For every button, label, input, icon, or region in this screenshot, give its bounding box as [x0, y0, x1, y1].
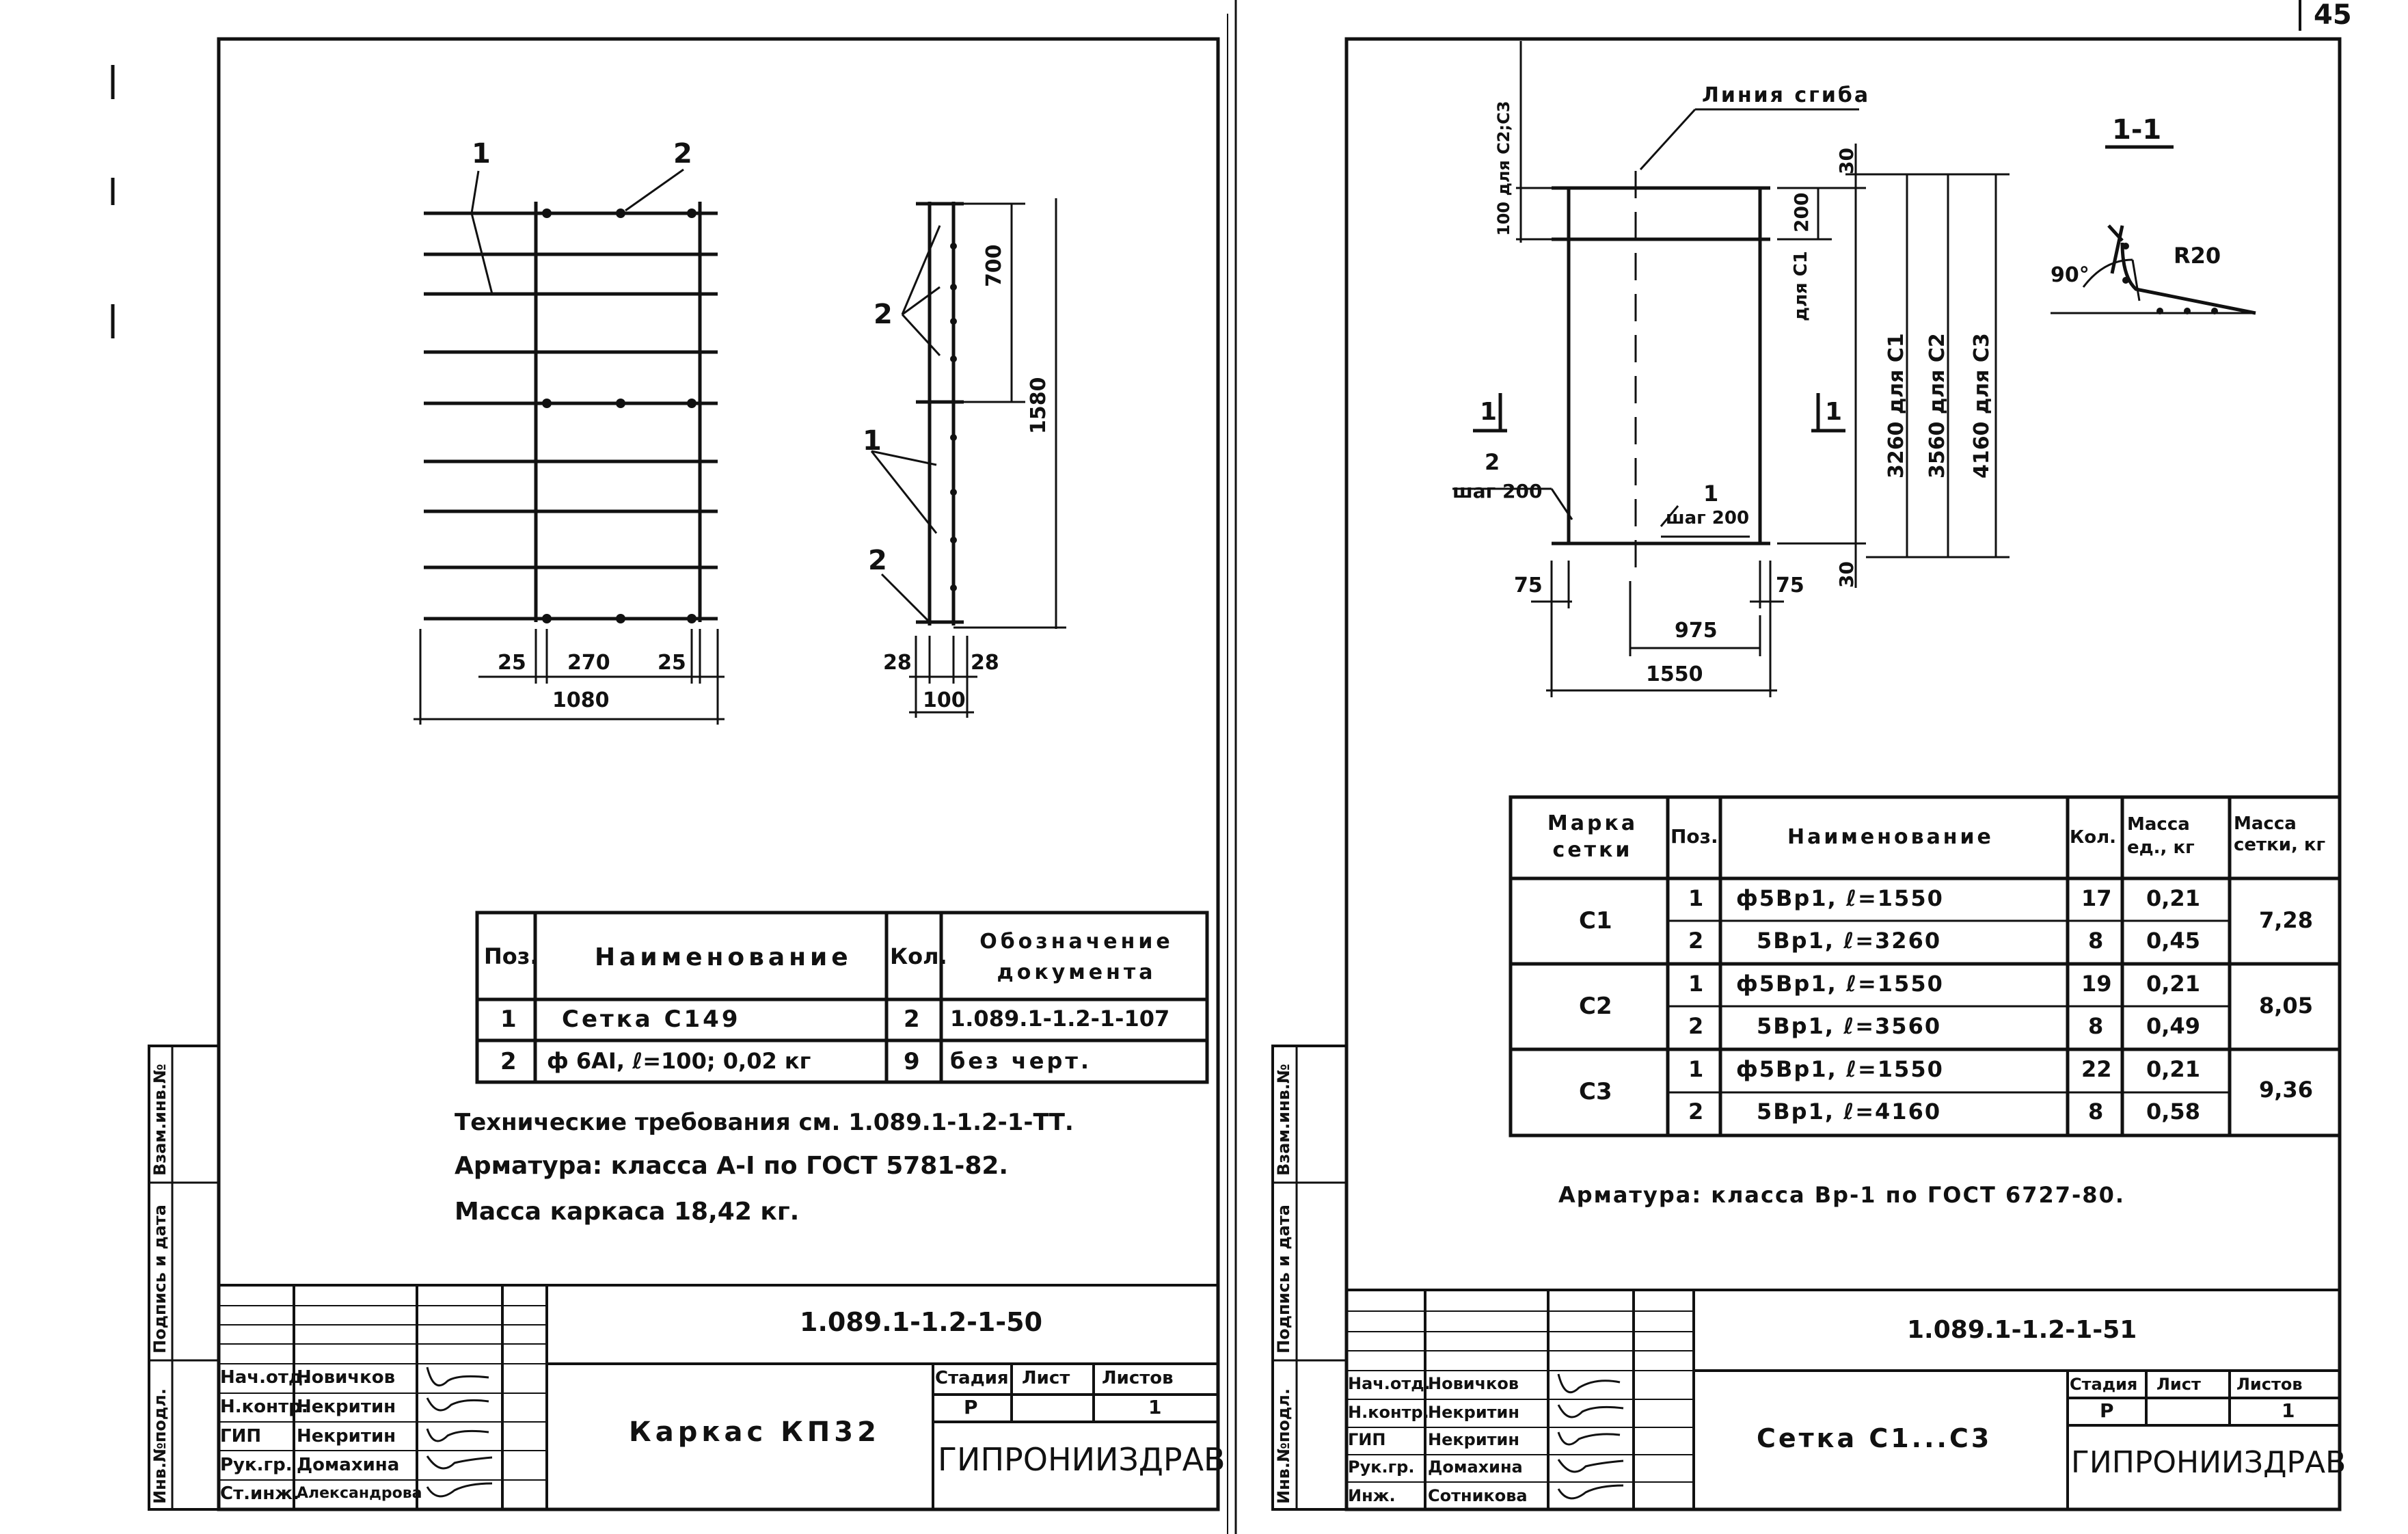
table-cell: 22 [2081, 1056, 2112, 1082]
table-cell: 8 [2088, 1013, 2104, 1039]
table-cell: 0,45 [2146, 928, 2200, 954]
table-cell: 17 [2081, 885, 2112, 911]
mass-cell: 8,05 [2259, 993, 2313, 1019]
right-note: Арматура: класса Вр-1 по ГОСТ 6727-80. [1558, 1182, 2125, 1208]
signer-name: Некритин [297, 1397, 396, 1417]
table-cell: 5Вр1, ℓ=4160 [1757, 1099, 1942, 1125]
sheets-label: Листов [1102, 1368, 1174, 1388]
sheets-value: 1 [1148, 1396, 1162, 1418]
dim-label: 700 [982, 244, 1006, 287]
mass-cell: 9,36 [2259, 1077, 2313, 1103]
role: Н.контр. [220, 1397, 308, 1417]
leader-label: 1 [863, 425, 882, 457]
table-cell: 1 [500, 1006, 517, 1033]
drawing-title: Каркас КП32 [629, 1416, 880, 1448]
table-header: Масса ед., кг [2127, 814, 2195, 858]
dim-label: 30 [1835, 148, 1858, 174]
role: Рук.гр. [1348, 1457, 1415, 1477]
dim-label: 1580 [1027, 377, 1051, 434]
signer-name: Новичков [1428, 1374, 1519, 1393]
stamp-label: Инв.№подл. [150, 1388, 170, 1504]
table-header: Поз. [484, 943, 539, 969]
radius-label: R20 [2174, 243, 2221, 269]
stage-value: Р [2100, 1399, 2114, 1422]
role: Н.контр. [1348, 1403, 1429, 1422]
dim-label: 100 [923, 688, 966, 712]
sheets-value: 1 [2282, 1399, 2295, 1422]
sheets-label: Листов [2236, 1375, 2303, 1394]
table-cell: без черт. [950, 1048, 1092, 1074]
table-cell: ф 6AI, ℓ=100; 0,02 кг [547, 1048, 811, 1074]
sheet-label: Лист [1022, 1368, 1070, 1388]
signer-name: Некритин [1428, 1403, 1519, 1422]
table-header: Наименование [1787, 825, 1994, 849]
dim-label: 1080 [552, 688, 610, 712]
table-header: Кол. [890, 943, 947, 969]
table-header: Поз. [1670, 825, 1718, 848]
signer-name: Новичков [297, 1367, 396, 1388]
table-cell: 0,49 [2146, 1013, 2200, 1039]
table-cell: 8 [2088, 1099, 2104, 1125]
role: ГИП [1348, 1430, 1386, 1449]
leader-label: 2 [673, 138, 692, 170]
table-cell: 1 [1688, 971, 1704, 997]
table-cell: 1 [1688, 885, 1704, 911]
height-label: 3560 для С2 [1925, 333, 1949, 479]
role: Инж. [1348, 1486, 1396, 1505]
table-cell: 5Вр1, ℓ=3560 [1757, 1013, 1942, 1039]
stamp-label: Инв.№подл. [1274, 1388, 1293, 1504]
dim-label: 75 [1776, 574, 1804, 597]
stage-label: Стадия [935, 1368, 1009, 1388]
section-mark: 1 [1825, 398, 1843, 426]
table-header: Наименование [595, 943, 852, 971]
role: Ст.инж. [220, 1483, 299, 1504]
dim-label: 75 [1514, 574, 1543, 597]
table-header: Кол. [2070, 827, 2117, 848]
dim-label: 100 для С2;С3 [1494, 100, 1513, 236]
table-cell: 2 [904, 1006, 920, 1033]
table-cell: 0,21 [2146, 1056, 2200, 1082]
document-code: 1.089.1-1.2-1-51 [1907, 1316, 2137, 1344]
note: Технические требования см. 1.089.1-1.2-1-ТТ. [455, 1109, 1074, 1136]
table-header: Марка сетки [1547, 811, 1638, 862]
drawing-title: Сетка С1...С3 [1757, 1423, 1992, 1453]
dim-label: 28 [971, 651, 999, 675]
table-cell: 0,58 [2146, 1099, 2200, 1125]
mark-cell: С3 [1579, 1078, 1612, 1105]
role: ГИП [220, 1426, 262, 1446]
section-label: 1-1 [2112, 114, 2162, 146]
table-cell: 0,21 [2146, 885, 2200, 911]
page-number: 45 [2314, 0, 2352, 31]
height-label: 3260 для С1 [1884, 333, 1908, 479]
stamp-label: Взам.инв.№ [1274, 1064, 1293, 1176]
table-cell: 0,21 [2146, 971, 2200, 997]
section-mark: 1 [1480, 398, 1498, 426]
step1-label: шаг 200 [1666, 508, 1750, 528]
signer-name: Домахина [297, 1455, 400, 1475]
table-cell: 19 [2081, 971, 2112, 997]
dim-label: 270 [567, 651, 610, 675]
signer-name: Домахина [1428, 1457, 1523, 1477]
table-header: Обозначение документа [979, 930, 1174, 984]
pos2-label: 2 [1485, 449, 1500, 475]
signer-name: Александрова [297, 1485, 422, 1502]
sheet-label: Лист [2156, 1375, 2201, 1394]
stage-label: Стадия [2070, 1375, 2138, 1394]
table-cell: 1.089.1-1.2-1-107 [950, 1006, 1170, 1032]
table-header: Масса сетки, кг [2234, 813, 2326, 856]
table-cell: 2 [1688, 1013, 1704, 1039]
role: Нач.отд. [220, 1367, 310, 1388]
document-code: 1.089.1-1.2-1-50 [800, 1307, 1043, 1337]
table-cell: 2 [500, 1048, 517, 1075]
mark-cell: С2 [1579, 993, 1612, 1020]
stage-value: Р [964, 1396, 978, 1418]
signer-name: Некритин [1428, 1430, 1519, 1449]
dim-label: 25 [658, 651, 686, 675]
dim-label: 975 [1675, 619, 1718, 643]
stamp-label: Подпись и дата [150, 1205, 170, 1354]
stamp-label: Подпись и дата [1274, 1205, 1293, 1354]
leader-label: 1 [472, 138, 491, 170]
angle-label: 90° [2051, 263, 2089, 287]
table-cell: 9 [904, 1048, 920, 1075]
leader-label: 2 [874, 299, 893, 330]
bend-line-label: Линия сгиба [1702, 83, 1871, 107]
stamp-label: Взам.инв.№ [150, 1064, 170, 1176]
dim-label: 25 [498, 651, 526, 675]
table-cell: 8 [2088, 928, 2104, 954]
note: Арматура: класса А-I по ГОСТ 5781-82. [455, 1152, 1009, 1180]
table-cell: ф5Вр1, ℓ=1550 [1736, 971, 1944, 997]
dim-label: 200 [1790, 192, 1813, 232]
table-cell: Сетка С149 [562, 1006, 741, 1033]
mark-cell: С1 [1579, 907, 1612, 934]
dim-label: 1550 [1646, 662, 1703, 686]
table-cell: 2 [1688, 1099, 1704, 1125]
height-label: 4160 для С3 [1970, 333, 1994, 479]
signer-name: Некритин [297, 1426, 396, 1446]
dim-label: 28 [883, 651, 912, 675]
organization: ГИПРОНИИЗДРАВ [2071, 1445, 2346, 1480]
role: Нач.отд. [1348, 1374, 1431, 1393]
leader-label: 2 [868, 545, 887, 576]
table-cell: ф5Вр1, ℓ=1550 [1736, 1056, 1944, 1082]
step2-label: шаг 200 [1452, 480, 1543, 502]
mass-cell: 7,28 [2259, 907, 2313, 933]
pos1-label: 1 [1703, 481, 1719, 507]
organization: ГИПРОНИИЗДРАВ [938, 1441, 1226, 1478]
dim-label: для С1 [1791, 251, 1811, 321]
signer-name: Сотникова [1428, 1486, 1528, 1505]
role: Рук.гр. [220, 1455, 293, 1475]
table-cell: ф5Вр1, ℓ=1550 [1736, 885, 1944, 911]
dim-label: 30 [1835, 561, 1858, 588]
table-cell: 2 [1688, 928, 1704, 954]
note: Масса каркаса 18,42 кг. [455, 1198, 800, 1226]
table-cell: 5Вр1, ℓ=3260 [1757, 928, 1942, 954]
table-cell: 1 [1688, 1056, 1704, 1082]
